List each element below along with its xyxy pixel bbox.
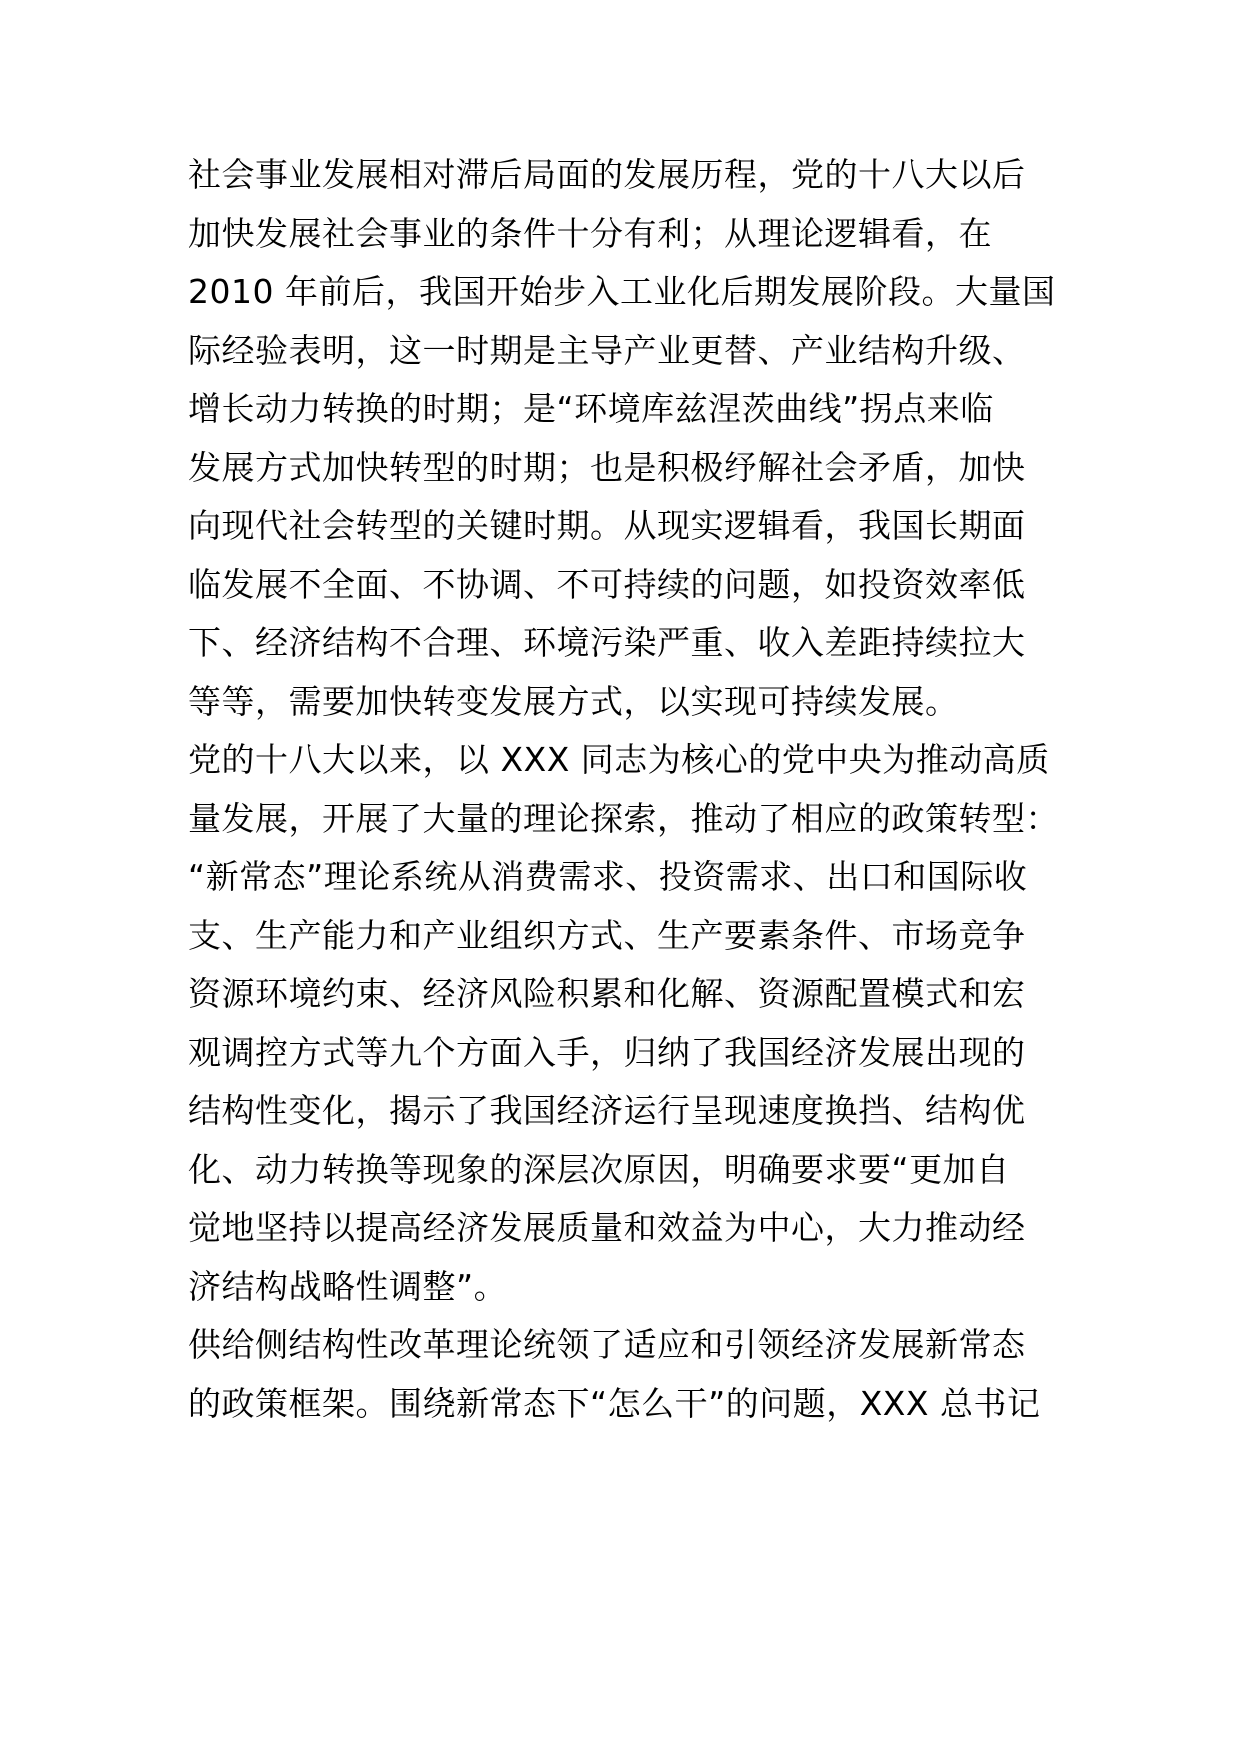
text-line: 等等，需要加快转变发展方式，以实现可持续发展。 [188, 682, 959, 721]
text-line: 2010 年前后，我国开始步入工业化后期发展阶段。大量国 [188, 272, 1056, 311]
text-line: 的政策框架。围绕新常态下“怎么干”的问题，XXX 总书记 [188, 1384, 1041, 1423]
text-line: 觉地坚持以提高经济发展质量和效益为中心，大力推动经 [188, 1208, 1026, 1247]
text-line: 资源环境约束、经济风险积累和化解、资源配置模式和宏 [188, 974, 1026, 1013]
text-line: 济结构战略性调整”。 [188, 1267, 508, 1306]
text-line: 发展方式加快转型的时期；也是积极纾解社会矛盾，加快 [188, 448, 1026, 487]
text-line: 临发展不全面、不协调、不可持续的问题，如投资效率低 [188, 565, 1026, 604]
text-line: 际经验表明，这一时期是主导产业更替、产业结构升级、 [188, 331, 1026, 370]
text-line: 向现代社会转型的关键时期。从现实逻辑看，我国长期面 [188, 506, 1026, 545]
text-line: 增长动力转换的时期；是“环境库兹涅茨曲线”拐点来临 [188, 389, 994, 428]
text-line: 结构性变化，揭示了我国经济运行呈现速度换挡、结构优 [188, 1091, 1026, 1130]
text-line: 社会事业发展相对滞后局面的发展历程，党的十八大以后 [188, 155, 1026, 194]
text-line: 下、经济结构不合理、环境污染严重、收入差距持续拉大 [188, 623, 1026, 662]
text-line: 加快发展社会事业的条件十分有利；从理论逻辑看，在 [188, 214, 992, 253]
text-line: “新常态”理论系统从消费需求、投资需求、出口和国际收 [188, 857, 1028, 896]
text-line: 观调控方式等九个方面入手，归纳了我国经济发展出现的 [188, 1033, 1026, 1072]
text-line: 供给侧结构性改革理论统领了适应和引领经济发展新常态 [188, 1325, 1026, 1364]
text-line: 量发展，开展了大量的理论探索，推动了相应的政策转型： [188, 799, 1059, 838]
text-line: 化、动力转换等现象的深层次原因，明确要求要“更加自 [188, 1150, 1010, 1189]
text-line: 党的十八大以来，以 XXX 同志为核心的党中央为推动高质 [188, 740, 1050, 779]
text-line: 支、生产能力和产业组织方式、生产要素条件、市场竞争 [188, 916, 1026, 955]
